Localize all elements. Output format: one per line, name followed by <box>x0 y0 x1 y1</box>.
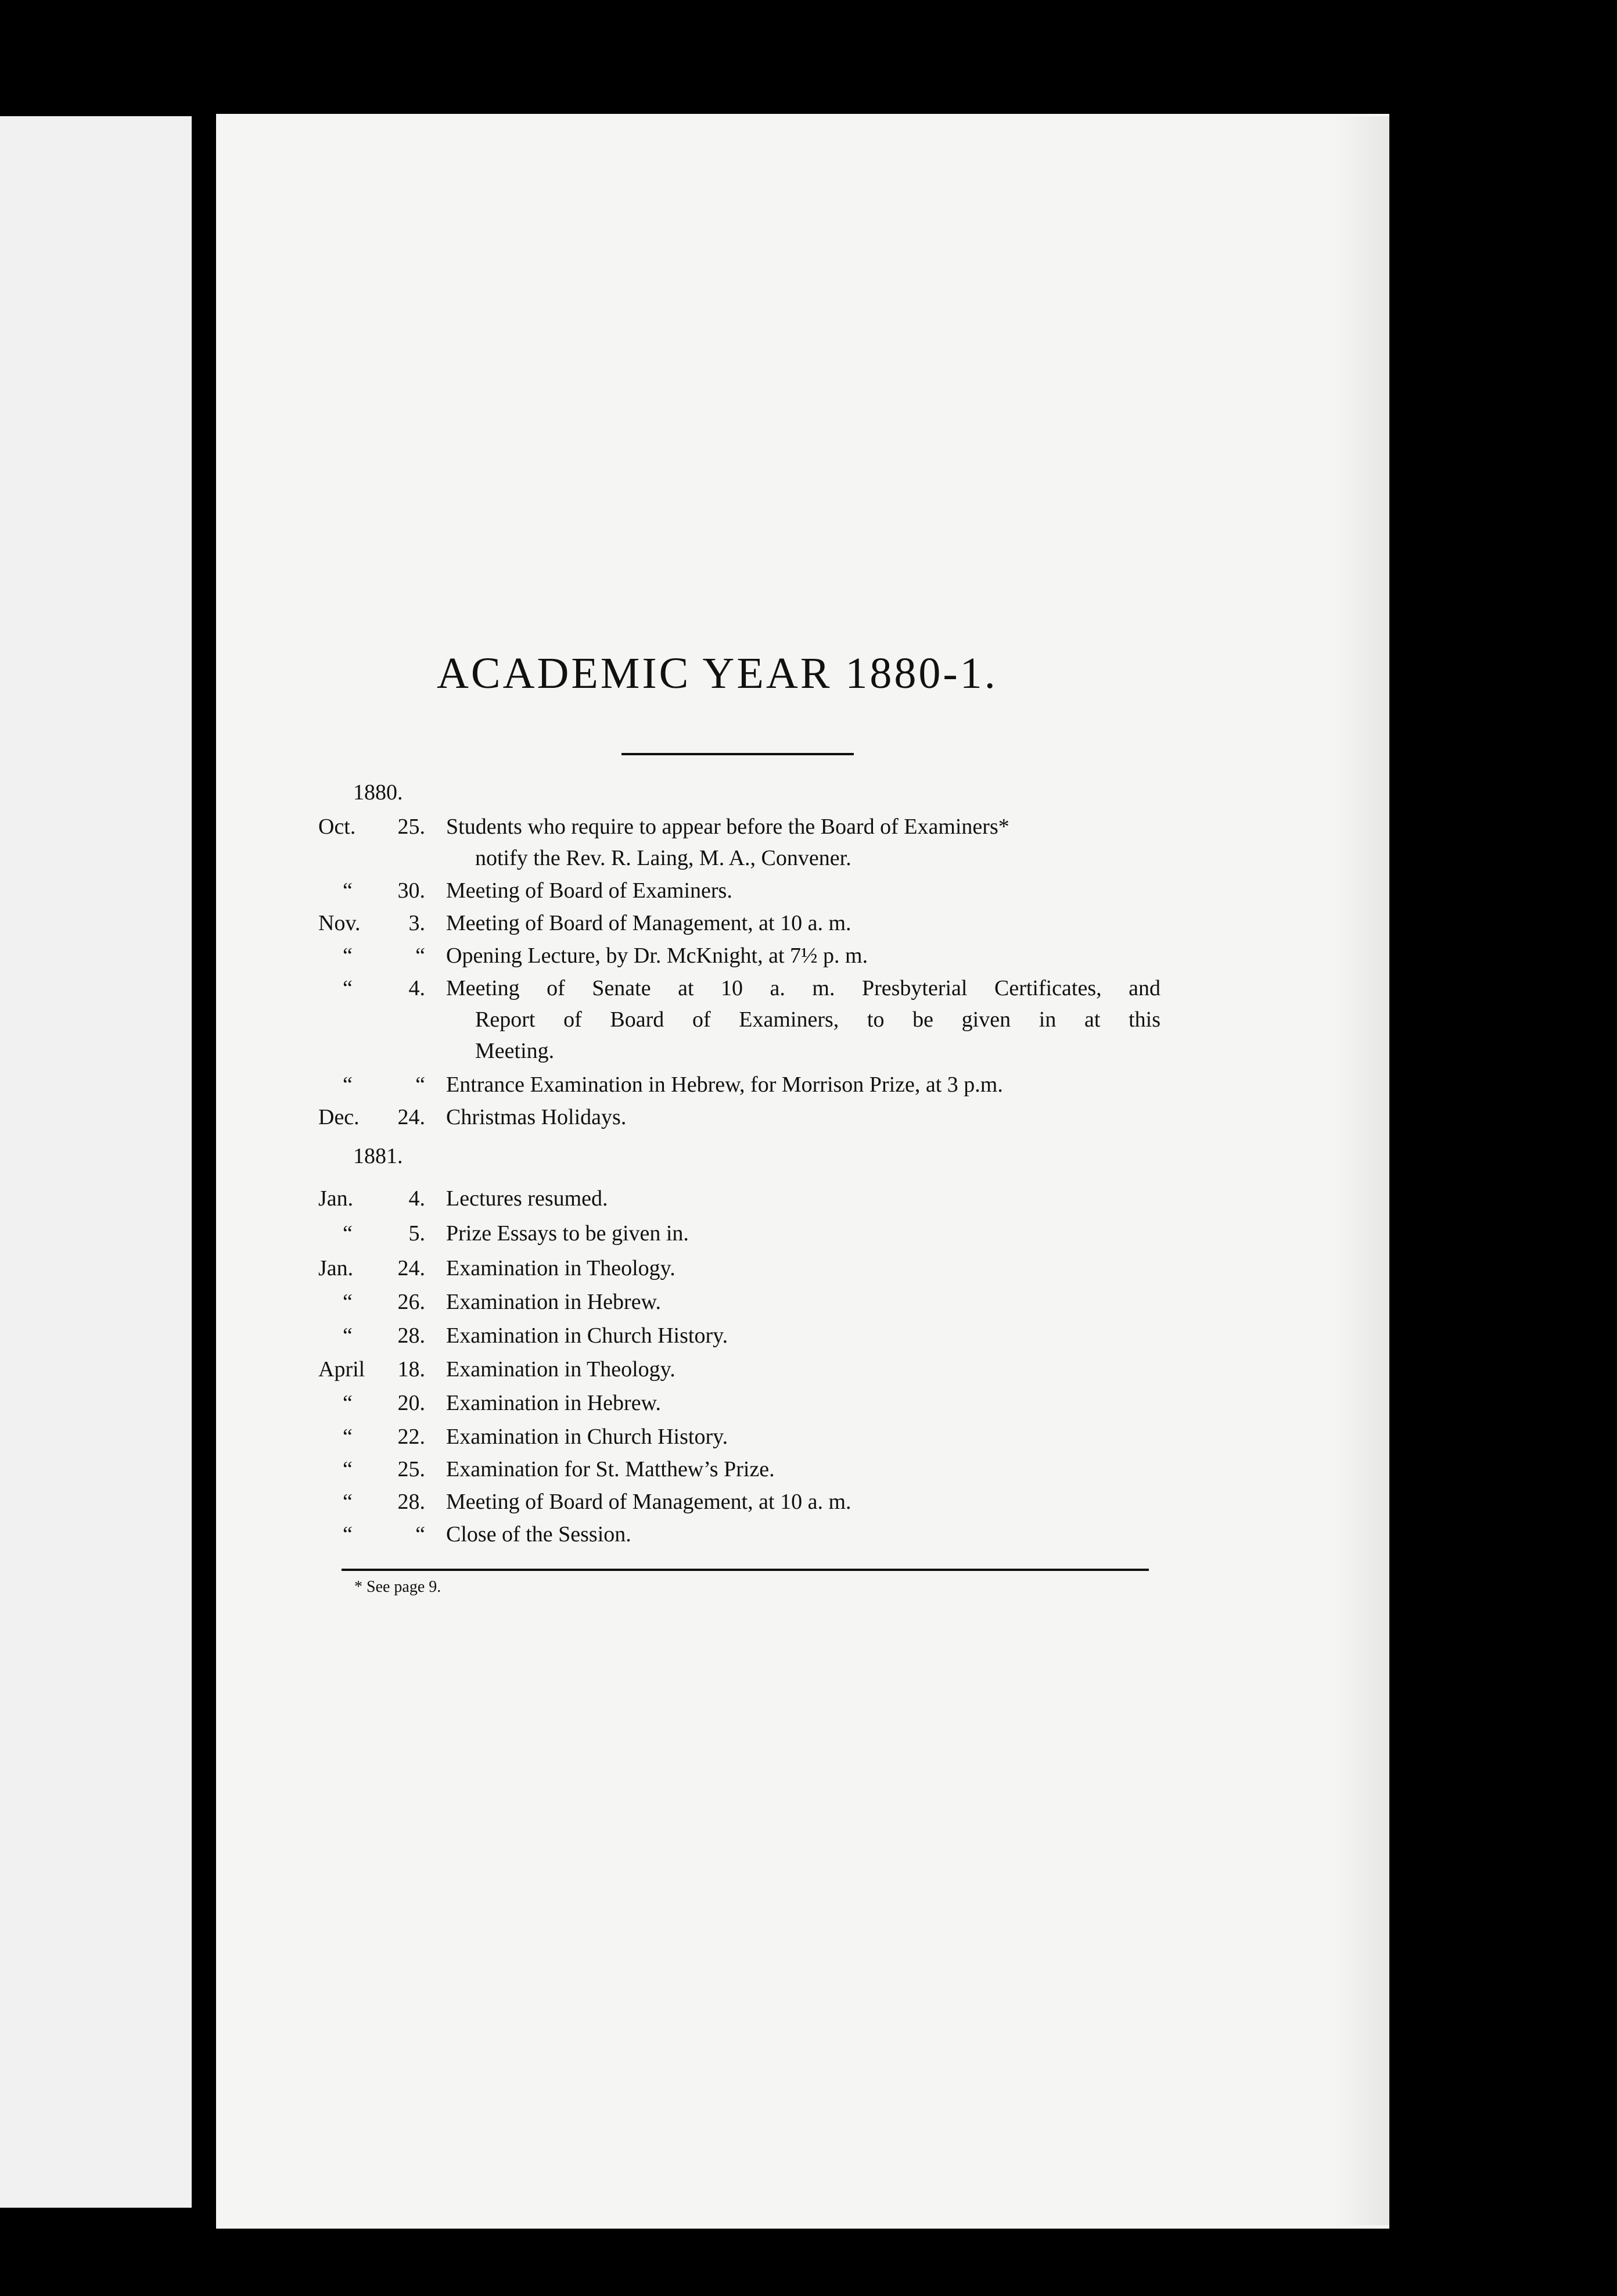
year-heading-1880: 1880. <box>353 780 403 805</box>
entry-line: Students who require to appear before the Board of Examiners* <box>446 815 1009 839</box>
entry-day: “ <box>415 1072 425 1097</box>
entry-month: “ <box>343 1490 353 1514</box>
entry-line: Meeting of Board of Management, at 10 a. m. <box>446 911 851 935</box>
entry-line: Report of Board of Examiners, to be given in at this <box>475 1007 1160 1032</box>
entry-description <box>446 1519 1160 1550</box>
entry-day: 28. <box>397 1490 425 1514</box>
entry-day: 24. <box>397 1105 425 1129</box>
entry-line: Meeting. <box>475 1039 555 1063</box>
entry-month: Dec. <box>318 1105 360 1129</box>
entry-description <box>446 1286 1160 1318</box>
footnote: * See page 9. <box>354 1578 441 1596</box>
entry-line: Examination in Theology. <box>446 1256 675 1280</box>
entry-line: Lectures resumed. <box>446 1186 608 1211</box>
entry-day: 25. <box>397 815 425 839</box>
entry-day: 26. <box>397 1290 425 1314</box>
entry-description <box>446 1387 1160 1419</box>
entry-description <box>446 1069 1160 1100</box>
entry-line: Examination in Church History. <box>446 1425 728 1449</box>
entry-day: 5. <box>408 1221 425 1246</box>
footnote-divider <box>342 1569 1149 1571</box>
entry-day: “ <box>415 1522 425 1547</box>
entry-day: 22. <box>397 1425 425 1449</box>
entry-description <box>446 1183 1160 1214</box>
entry-line: Close of the Session. <box>446 1522 631 1547</box>
entry-description <box>446 875 1160 906</box>
page-shadow <box>1334 116 1389 2225</box>
entry-line: Meeting of Senate at 10 a. m. Presbyterial Certificates, and <box>446 976 1160 1000</box>
entry-description <box>446 1421 1160 1452</box>
entry-day: 30. <box>397 878 425 903</box>
entry-line: Entrance Examination in Hebrew, for Morrison Prize, at 3 p.m. <box>446 1072 1003 1097</box>
entry-month: “ <box>343 976 353 1000</box>
entry-day: 18. <box>397 1357 425 1382</box>
entry-day: 3. <box>408 911 425 935</box>
entry-line: Christmas Holidays. <box>446 1105 627 1129</box>
entry-month: “ <box>343 1457 353 1481</box>
entry-description <box>446 1486 1160 1517</box>
entry-line: Examination in Hebrew. <box>446 1391 662 1415</box>
document-page <box>216 114 1389 2229</box>
entry-day: 24. <box>397 1256 425 1280</box>
entry-description <box>446 1320 1160 1351</box>
entry-description <box>446 1253 1160 1284</box>
entry-day: 4. <box>408 1186 425 1211</box>
entry-day: 25. <box>397 1457 425 1481</box>
entry-month: “ <box>343 1323 353 1348</box>
entry-month: Nov. <box>318 911 361 935</box>
entry-month: “ <box>343 1522 353 1547</box>
year-heading-1881: 1881. <box>353 1144 403 1168</box>
entry-description <box>446 940 1160 971</box>
entry-day: 20. <box>397 1391 425 1415</box>
entry-month: Jan. <box>318 1256 354 1280</box>
entry-month: Jan. <box>318 1186 354 1211</box>
title-divider <box>621 753 854 755</box>
adjacent-page-edge <box>0 116 192 2208</box>
entry-day: “ <box>415 943 425 968</box>
entry-description <box>446 1218 1160 1249</box>
entry-month: “ <box>343 1221 353 1246</box>
entry-line: Meeting of Board of Examiners. <box>446 878 732 903</box>
entry-description <box>446 811 1160 874</box>
entry-line: Examination in Theology. <box>446 1357 675 1382</box>
entry-month: “ <box>343 1391 353 1415</box>
entry-line: Examination for St. Matthew’s Prize. <box>446 1457 775 1481</box>
entry-line: Opening Lecture, by Dr. McKnight, at 7½ p. m. <box>446 943 868 968</box>
page-title: ACADEMIC YEAR 1880-1. <box>437 649 998 698</box>
entry-day: 28. <box>397 1323 425 1348</box>
entry-description <box>446 907 1160 939</box>
entry-month: “ <box>343 1072 353 1097</box>
entry-description <box>446 1354 1160 1385</box>
entry-line: notify the Rev. R. Laing, M. A., Convener. <box>475 846 851 870</box>
entry-month: Oct. <box>318 815 356 839</box>
entry-month: “ <box>343 1425 353 1449</box>
entry-description <box>446 973 1160 1067</box>
entry-line: Prize Essays to be given in. <box>446 1221 689 1246</box>
entry-description <box>446 1454 1160 1485</box>
entry-day: 4. <box>408 976 425 1000</box>
entry-month: “ <box>343 1290 353 1314</box>
entry-line: Examination in Church History. <box>446 1323 728 1348</box>
entry-month: “ <box>343 878 353 903</box>
entry-description <box>446 1102 1160 1133</box>
entry-month: April <box>318 1357 365 1382</box>
entry-line: Examination in Hebrew. <box>446 1290 662 1314</box>
entry-month: “ <box>343 943 353 968</box>
entry-line: Meeting of Board of Management, at 10 a. m. <box>446 1490 851 1514</box>
